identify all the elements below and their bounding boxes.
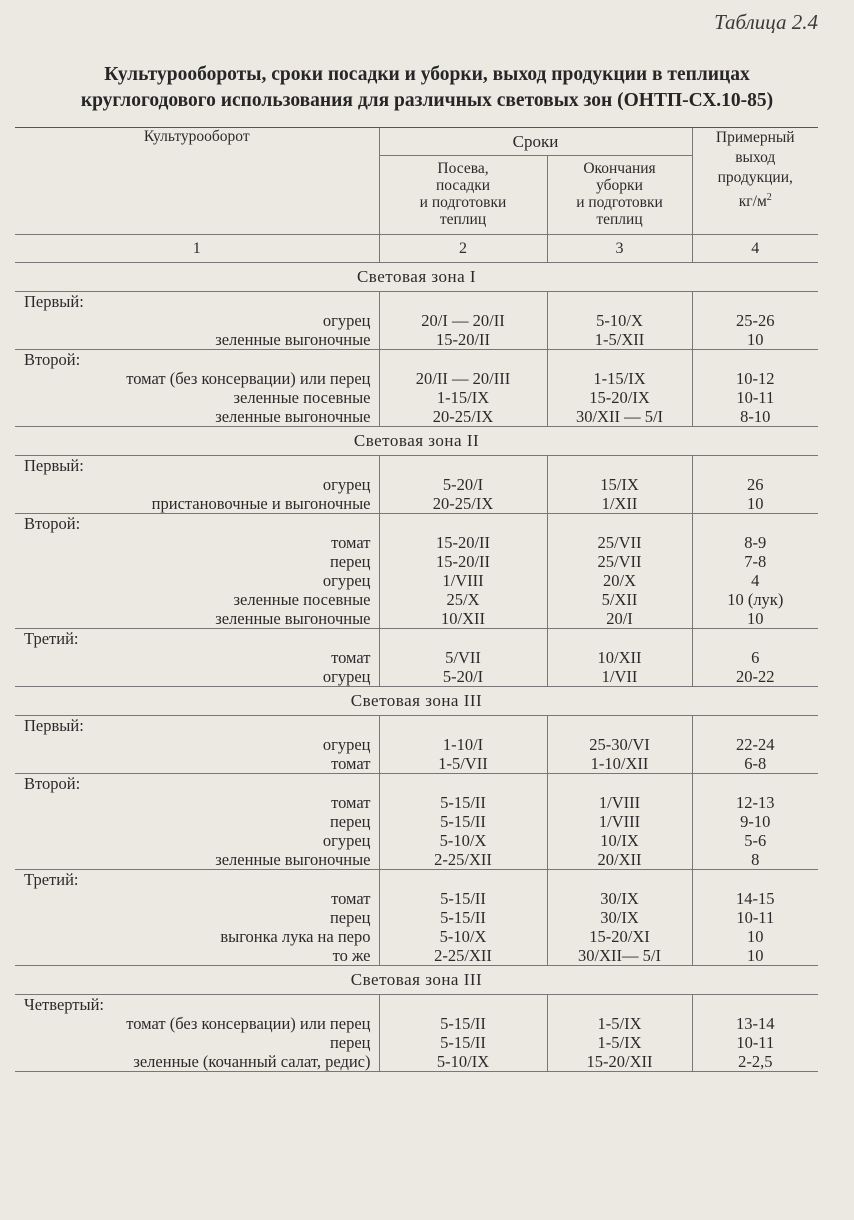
crop-name: перец <box>329 552 371 571</box>
yield-cell <box>692 514 818 629</box>
rotation-label: Второй: <box>24 350 81 369</box>
rotation-label: Первый: <box>24 292 84 311</box>
ending-date: 1/VIII <box>598 793 641 812</box>
sowing-cell <box>379 716 547 774</box>
crop-cell <box>15 350 379 427</box>
header-sowing-line: и подготовки <box>419 194 507 211</box>
header-crop-rotation: Культурооборот <box>15 128 379 235</box>
header-terms: Сроки <box>379 128 692 156</box>
ending-cell <box>547 716 692 774</box>
table-caption: Таблица 2.4 <box>714 10 818 34</box>
header-sowing-line: теплиц <box>439 211 487 228</box>
ending-date: 5/XII <box>601 590 638 609</box>
ending-date: 25/VII <box>597 533 642 552</box>
table-body <box>15 263 818 1072</box>
sowing-date: 5-20/I <box>442 667 484 686</box>
sowing-cell <box>379 514 547 629</box>
column-number: 3 <box>547 235 692 263</box>
spacer-line <box>548 995 692 1014</box>
ending-date: 15-20/XI <box>589 927 650 946</box>
ending-date: 15-20/XII <box>586 1052 653 1071</box>
crop-name: томат <box>331 793 371 812</box>
sowing-date: 5-10/X <box>439 831 487 850</box>
ending-date: 1-5/XII <box>594 330 645 349</box>
sowing-date: 1/VIII <box>442 571 484 590</box>
yield-value: 6 <box>751 648 760 667</box>
crop-name: зеленные выгоночные <box>215 407 371 426</box>
ending-cell <box>547 292 692 350</box>
header-output <box>692 128 818 235</box>
sowing-date: 20/I — 20/II <box>421 311 505 330</box>
rotation-label: Третий: <box>24 870 79 889</box>
yield-cell <box>692 716 818 774</box>
table-title <box>0 62 854 114</box>
rotation-label: Первый: <box>24 716 84 735</box>
crop-name: огурец <box>322 735 371 754</box>
ending-date: 1-5/IX <box>597 1014 642 1033</box>
ending-date: 25/VII <box>597 552 642 571</box>
yield-cell <box>692 995 818 1072</box>
crop-name: томат <box>331 754 371 773</box>
ending-date: 20/XII <box>597 850 642 869</box>
ending-date: 30/IX <box>600 908 639 927</box>
crop-cell <box>15 870 379 966</box>
sowing-date: 5-20/I <box>442 475 484 494</box>
column-number: 4 <box>692 235 818 263</box>
ending-date: 10/IX <box>600 831 639 850</box>
spacer-line <box>548 456 692 475</box>
yield-value: 10 (лук) <box>727 590 784 609</box>
crop-name: зеленные посевные <box>233 388 371 407</box>
spacer-line <box>693 292 819 311</box>
crop-name: перец <box>329 908 371 927</box>
ending-date: 30/IX <box>600 889 639 908</box>
header-ending-line: теплиц <box>596 211 643 228</box>
header-sowing-line: Посева, <box>437 160 489 177</box>
spacer-line <box>693 514 819 533</box>
spacer-line <box>548 870 692 889</box>
crop-name: зеленные выгоночные <box>215 609 371 628</box>
yield-cell <box>692 870 818 966</box>
yield-cell <box>692 629 818 687</box>
sowing-date: 5-15/II <box>440 889 486 908</box>
yield-value: 20-22 <box>736 667 775 686</box>
crop-cell <box>15 292 379 350</box>
ending-date: 30/XII — 5/I <box>575 407 664 426</box>
title-line: Культурообороты, сроки посадки и уборки, выход продукции в теплицах <box>104 64 750 85</box>
zone-row <box>15 687 818 716</box>
zone-row <box>15 427 818 456</box>
sowing-date: 5-10/IX <box>436 1052 490 1071</box>
yield-value: 22-24 <box>736 735 775 754</box>
ending-date: 5-10/X <box>596 311 643 330</box>
sowing-cell <box>379 292 547 350</box>
ending-date: 20/I <box>606 609 633 628</box>
header-ending-line: уборки <box>596 177 643 194</box>
crop-cell <box>15 716 379 774</box>
spacer-line <box>693 716 819 735</box>
spacer-line <box>693 456 819 475</box>
sowing-date: 2-25/XII <box>434 850 492 869</box>
ending-date: 30/XII— 5/I <box>578 946 661 965</box>
crop-name: огурец <box>322 667 371 686</box>
crop-name: выгонка лука на перо <box>220 927 371 946</box>
spacer-line <box>380 514 547 533</box>
spacer-line <box>693 629 819 648</box>
yield-value: 10-11 <box>736 1033 775 1052</box>
rotation-label: Второй: <box>24 514 81 533</box>
rotation-group <box>15 995 818 1072</box>
crop-cell <box>15 629 379 687</box>
spacer-line <box>380 774 547 793</box>
spacer-line <box>548 292 692 311</box>
rotation-group <box>15 350 818 427</box>
column-number: 1 <box>15 235 379 263</box>
sowing-date: 15-20/II <box>435 552 491 571</box>
sowing-date: 20-25/IX <box>432 494 494 513</box>
yield-cell <box>692 774 818 870</box>
crop-name: огурец <box>322 311 371 330</box>
sowing-date: 1-15/IX <box>436 388 490 407</box>
ending-cell <box>547 456 692 514</box>
spacer-line <box>380 716 547 735</box>
sowing-cell <box>379 456 547 514</box>
yield-value: 10-12 <box>736 369 775 388</box>
rotation-group <box>15 629 818 687</box>
crop-name: томат <box>331 889 371 908</box>
header-output-line: Примерный <box>715 129 795 146</box>
yield-value: 4 <box>751 571 760 590</box>
yield-value: 25-26 <box>736 311 775 330</box>
spacer-line <box>548 716 692 735</box>
rotation-group <box>15 716 818 774</box>
header-output-unit: кг/м <box>738 193 767 211</box>
ending-date: 10/XII <box>597 648 642 667</box>
header-output-unit-power: 2 <box>766 192 772 203</box>
yield-value: 10-11 <box>736 908 775 927</box>
crop-cell <box>15 514 379 629</box>
rotation-group <box>15 456 818 514</box>
ending-date: 15/IX <box>600 475 639 494</box>
yield-value: 10 <box>747 494 764 513</box>
sowing-date: 20/II — 20/III <box>415 369 511 388</box>
sowing-date: 5-15/II <box>440 1033 486 1052</box>
yield-cell <box>692 350 818 427</box>
crop-name: томат (без консервации) или перец <box>126 369 371 388</box>
rotation-label: Первый: <box>24 456 84 475</box>
yield-value: 10 <box>747 609 764 628</box>
ending-cell <box>547 514 692 629</box>
crop-name: то же <box>332 946 371 965</box>
sowing-date: 25/X <box>446 590 480 609</box>
sowing-date: 5/VII <box>445 648 481 667</box>
sowing-date: 5-15/II <box>440 812 486 831</box>
yield-value: 5-6 <box>744 831 767 850</box>
ending-cell <box>547 774 692 870</box>
ending-cell <box>547 870 692 966</box>
rotation-group <box>15 292 818 350</box>
sowing-cell <box>379 350 547 427</box>
yield-value: 2-2,5 <box>738 1052 773 1071</box>
yield-value: 26 <box>747 475 764 494</box>
yield-value: 12-13 <box>736 793 775 812</box>
spacer-line <box>693 870 819 889</box>
zone-title: Световая зона II <box>15 427 818 456</box>
header-sowing-line: посадки <box>435 177 491 194</box>
rotation-group <box>15 870 818 966</box>
spacer-line <box>693 774 819 793</box>
yield-value: 6-8 <box>744 754 767 773</box>
rotation-label: Третий: <box>24 629 79 648</box>
crop-name: зеленные выгоночные <box>215 850 371 869</box>
yield-value: 8-9 <box>744 533 767 552</box>
ending-date: 1/XII <box>601 494 638 513</box>
ending-cell <box>547 995 692 1072</box>
spacer-line <box>548 774 692 793</box>
data-table <box>15 127 818 1072</box>
spacer-line <box>693 995 819 1014</box>
rotation-group <box>15 774 818 870</box>
sowing-date: 1-5/VII <box>438 754 488 773</box>
yield-value: 10-11 <box>736 388 775 407</box>
header-output-line <box>693 188 819 212</box>
spacer-line <box>548 350 692 369</box>
rotation-label: Второй: <box>24 774 81 793</box>
sowing-date: 5-15/II <box>440 793 486 812</box>
spacer-line <box>693 350 819 369</box>
spacer-line <box>380 995 547 1014</box>
crop-name: перец <box>329 812 371 831</box>
crop-cell <box>15 774 379 870</box>
crop-cell <box>15 456 379 514</box>
spacer-line <box>380 629 547 648</box>
sowing-date: 5-15/II <box>440 1014 486 1033</box>
yield-value: 14-15 <box>736 889 775 908</box>
table-header <box>15 128 818 263</box>
yield-cell <box>692 292 818 350</box>
spacer-line <box>380 292 547 311</box>
crop-name: зеленные посевные <box>233 590 371 609</box>
crop-name: томат <box>331 648 371 667</box>
zone-row <box>15 263 818 292</box>
zone-title: Световая зона III <box>15 687 818 716</box>
spacer-line <box>548 514 692 533</box>
sowing-date: 5-15/II <box>440 908 486 927</box>
yield-value: 10 <box>747 927 764 946</box>
sowing-date: 15-20/II <box>435 330 491 349</box>
ending-date: 15-20/IX <box>589 388 650 407</box>
sowing-date: 1-10/I <box>442 735 484 754</box>
sowing-cell <box>379 629 547 687</box>
ending-date: 1/VIII <box>598 812 641 831</box>
crop-name: огурец <box>322 571 371 590</box>
sowing-date: 20-25/IX <box>432 407 494 426</box>
crop-name: огурец <box>322 475 371 494</box>
yield-value: 7-8 <box>744 552 767 571</box>
yield-cell <box>692 456 818 514</box>
ending-cell <box>547 629 692 687</box>
crop-cell <box>15 995 379 1072</box>
spacer-line <box>380 350 547 369</box>
header-output-line: выход <box>735 149 776 166</box>
header-sowing <box>379 156 547 235</box>
yield-value: 8 <box>751 850 760 869</box>
column-number: 2 <box>379 235 547 263</box>
crop-name: томат <box>331 533 371 552</box>
ending-date: 1-10/XII <box>590 754 649 773</box>
zone-row <box>15 966 818 995</box>
yield-value: 13-14 <box>736 1014 775 1033</box>
ending-date: 20/X <box>603 571 636 590</box>
crop-name: томат (без консервации) или перец <box>126 1014 371 1033</box>
spacer-line <box>380 456 547 475</box>
yield-value: 10 <box>747 946 764 965</box>
rotation-label: Четвертый: <box>24 995 105 1014</box>
yield-value: 9-10 <box>740 812 771 831</box>
zone-title: Световая зона I <box>15 263 818 292</box>
crop-name: пристановочные и выгоночные <box>151 494 371 513</box>
sowing-cell <box>379 870 547 966</box>
spacer-line <box>380 870 547 889</box>
header-output-line: продукции, <box>717 169 793 186</box>
ending-date: 25-30/VI <box>589 735 650 754</box>
crop-name: зеленные выгоночные <box>215 330 371 349</box>
zone-title: Световая зона III <box>15 966 818 995</box>
ending-date: 1/VII <box>601 667 638 686</box>
sowing-date: 15-20/II <box>435 533 491 552</box>
header-ending-line: Окончания <box>583 160 656 177</box>
sowing-date: 10/XII <box>441 609 485 628</box>
sowing-date: 2-25/XII <box>434 946 492 965</box>
ending-cell <box>547 350 692 427</box>
header-ending-line: и подготовки <box>576 194 663 211</box>
ending-date: 1-15/IX <box>593 369 646 388</box>
yield-value: 10 <box>747 330 764 349</box>
rotation-group <box>15 514 818 629</box>
ending-date: 1-5/IX <box>597 1033 642 1052</box>
crop-name: перец <box>329 1033 371 1052</box>
sowing-cell <box>379 995 547 1072</box>
crop-name: зеленные (кочанный салат, редис) <box>133 1052 371 1071</box>
spacer-line <box>548 629 692 648</box>
header-ending <box>547 156 692 235</box>
sowing-cell <box>379 774 547 870</box>
crop-name: огурец <box>322 831 371 850</box>
sowing-date: 5-10/X <box>439 927 487 946</box>
yield-value: 8-10 <box>740 407 771 426</box>
title-line: круглогодового использования для различных световых зон (ОНТП-СХ.10-85) <box>80 90 774 111</box>
